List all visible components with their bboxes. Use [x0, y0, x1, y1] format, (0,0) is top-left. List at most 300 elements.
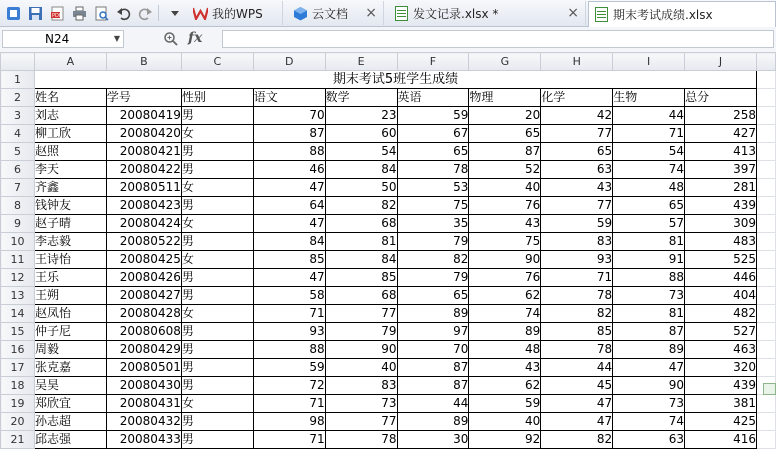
- table-cell[interactable]: 98: [253, 413, 325, 431]
- table-cell[interactable]: 李志毅: [34, 233, 106, 251]
- table-cell[interactable]: 74: [469, 305, 541, 323]
- export-pdf-icon[interactable]: [48, 4, 66, 22]
- header-cell-chemistry[interactable]: 化学: [541, 89, 613, 107]
- empty-cell[interactable]: [756, 287, 775, 305]
- header-cell-chinese[interactable]: 语文: [253, 89, 325, 107]
- table-cell[interactable]: 47: [253, 269, 325, 287]
- table-cell[interactable]: 93: [253, 323, 325, 341]
- header-cell-physics[interactable]: 物理: [469, 89, 541, 107]
- zoom-search-icon[interactable]: [163, 31, 179, 47]
- chevron-down-icon[interactable]: ▼: [113, 34, 120, 43]
- empty-cell[interactable]: [756, 197, 775, 215]
- table-cell[interactable]: 王朔: [34, 287, 106, 305]
- column-header-a[interactable]: A: [34, 53, 106, 71]
- print-preview-icon[interactable]: [92, 4, 110, 22]
- svg-text:PDF: PDF: [51, 12, 62, 19]
- table-cell[interactable]: 81: [613, 305, 685, 323]
- row-header[interactable]: 13: [1, 287, 35, 305]
- table-cell[interactable]: 43: [469, 215, 541, 233]
- table-cell[interactable]: 59: [397, 107, 469, 125]
- table-cell[interactable]: 483: [685, 233, 757, 251]
- table-cell[interactable]: 97: [397, 323, 469, 341]
- row-header[interactable]: 9: [1, 215, 35, 233]
- header-cell-total[interactable]: 总分: [685, 89, 757, 107]
- table-cell[interactable]: 87: [397, 377, 469, 395]
- formula-input[interactable]: [222, 30, 774, 48]
- empty-cell[interactable]: [756, 323, 775, 341]
- empty-cell[interactable]: [756, 215, 775, 233]
- table-cell[interactable]: 35: [397, 215, 469, 233]
- table-cell[interactable]: 20080430: [106, 377, 181, 395]
- column-header-i[interactable]: I: [613, 53, 685, 71]
- table-cell[interactable]: 40: [469, 179, 541, 197]
- spreadsheet-grid: [0, 52, 776, 449]
- table-cell[interactable]: 20080433: [106, 431, 181, 449]
- empty-cell[interactable]: [756, 251, 775, 269]
- table-cell[interactable]: 527: [685, 323, 757, 341]
- table-cell[interactable]: 427: [685, 125, 757, 143]
- row-header[interactable]: 16: [1, 341, 35, 359]
- insert-function-button[interactable]: fx: [188, 30, 203, 46]
- table-cell[interactable]: 男: [181, 197, 253, 215]
- table-cell[interactable]: 73: [613, 287, 685, 305]
- header-row: [1, 89, 776, 107]
- table-cell[interactable]: 74: [613, 161, 685, 179]
- table-cell[interactable]: 90: [469, 251, 541, 269]
- table-cell[interactable]: 男: [181, 269, 253, 287]
- table-cell[interactable]: 309: [685, 215, 757, 233]
- table-row: [1, 413, 776, 431]
- row-header[interactable]: 2: [1, 89, 35, 107]
- more-dropdown-icon[interactable]: [166, 4, 184, 22]
- table-cell[interactable]: 58: [253, 287, 325, 305]
- side-panel-toggle-icon[interactable]: [763, 383, 776, 395]
- table-cell[interactable]: 87: [253, 125, 325, 143]
- table-cell[interactable]: 89: [613, 341, 685, 359]
- table-cell[interactable]: 20080432: [106, 413, 181, 431]
- table-row: [1, 305, 776, 323]
- table-row: [1, 161, 776, 179]
- table-cell[interactable]: 416: [685, 431, 757, 449]
- table-cell[interactable]: 吴昊: [34, 377, 106, 395]
- table-cell[interactable]: 47: [541, 413, 613, 431]
- table-cell[interactable]: 91: [613, 251, 685, 269]
- table-cell[interactable]: 20080420: [106, 125, 181, 143]
- empty-cell[interactable]: [756, 269, 775, 287]
- empty-cell[interactable]: [756, 233, 775, 251]
- row-header[interactable]: 18: [1, 377, 35, 395]
- table-cell[interactable]: 52: [469, 161, 541, 179]
- table-cell[interactable]: 446: [685, 269, 757, 287]
- tab-label: 云文档: [312, 6, 349, 21]
- table-cell[interactable]: 47: [253, 215, 325, 233]
- table-cell[interactable]: 85: [325, 269, 397, 287]
- table-cell[interactable]: 82: [541, 305, 613, 323]
- table-cell[interactable]: 王诗怡: [34, 251, 106, 269]
- table-cell[interactable]: 郑欣宜: [34, 395, 106, 413]
- table-row: [1, 143, 776, 161]
- table-cell[interactable]: 62: [469, 287, 541, 305]
- table-cell[interactable]: 85: [253, 251, 325, 269]
- table-cell[interactable]: 20080522: [106, 233, 181, 251]
- table-cell[interactable]: 63: [613, 431, 685, 449]
- table-cell[interactable]: 72: [253, 377, 325, 395]
- table-cell[interactable]: 40: [469, 413, 541, 431]
- table-cell[interactable]: 20080429: [106, 341, 181, 359]
- table-cell[interactable]: 74: [613, 413, 685, 431]
- save-icon[interactable]: [26, 4, 44, 22]
- table-cell[interactable]: 53: [397, 179, 469, 197]
- wps-logo-icon: [192, 5, 208, 21]
- table-cell[interactable]: 67: [397, 125, 469, 143]
- table-row: [1, 197, 776, 215]
- table-cell[interactable]: 女: [181, 125, 253, 143]
- row-header[interactable]: 1: [1, 71, 35, 89]
- table-cell[interactable]: 78: [325, 431, 397, 449]
- table-cell[interactable]: 23: [325, 107, 397, 125]
- table-cell[interactable]: 柳工欣: [34, 125, 106, 143]
- table-cell[interactable]: 48: [469, 341, 541, 359]
- table-cell[interactable]: 59: [541, 215, 613, 233]
- close-tab-icon[interactable]: ×: [365, 5, 377, 21]
- table-cell[interactable]: 281: [685, 179, 757, 197]
- table-cell[interactable]: 76: [469, 197, 541, 215]
- table-cell[interactable]: 404: [685, 287, 757, 305]
- table-cell[interactable]: 84: [253, 233, 325, 251]
- table-cell[interactable]: 77: [541, 197, 613, 215]
- table-cell[interactable]: 83: [541, 233, 613, 251]
- table-cell[interactable]: 75: [397, 197, 469, 215]
- column-header-f[interactable]: F: [397, 53, 469, 71]
- table-cell[interactable]: 73: [325, 395, 397, 413]
- table-cell[interactable]: 439: [685, 197, 757, 215]
- select-all-corner[interactable]: [1, 53, 35, 71]
- table-cell[interactable]: 88: [613, 269, 685, 287]
- table-cell[interactable]: 82: [397, 251, 469, 269]
- table-cell[interactable]: 20080511: [106, 179, 181, 197]
- table-cell[interactable]: 78: [541, 287, 613, 305]
- table-cell[interactable]: 70: [253, 107, 325, 125]
- table-row: [1, 233, 776, 251]
- table-cell[interactable]: 男: [181, 143, 253, 161]
- header-cell-biology[interactable]: 生物: [613, 89, 685, 107]
- name-box[interactable]: [2, 30, 124, 48]
- table-cell[interactable]: 30: [397, 431, 469, 449]
- table-cell[interactable]: 81: [613, 233, 685, 251]
- table-cell[interactable]: 男: [181, 341, 253, 359]
- close-tab-icon[interactable]: ×: [567, 5, 579, 21]
- table-cell[interactable]: 79: [397, 269, 469, 287]
- table-cell[interactable]: 65: [541, 143, 613, 161]
- table-cell[interactable]: 78: [541, 341, 613, 359]
- empty-cell[interactable]: [756, 431, 775, 449]
- redo-icon[interactable]: [136, 4, 154, 22]
- table-cell[interactable]: 75: [469, 233, 541, 251]
- table-cell[interactable]: 85: [541, 323, 613, 341]
- table-cell[interactable]: 397: [685, 161, 757, 179]
- table-cell[interactable]: 45: [541, 377, 613, 395]
- table-cell[interactable]: 82: [325, 197, 397, 215]
- table-row: [1, 269, 776, 287]
- table-cell[interactable]: 87: [613, 323, 685, 341]
- table-cell[interactable]: 77: [541, 125, 613, 143]
- table-cell[interactable]: 77: [325, 305, 397, 323]
- tab-label: 我的WPS: [212, 6, 263, 21]
- cloud-doc-icon: [292, 5, 308, 21]
- table-cell[interactable]: 20080425: [106, 251, 181, 269]
- table-cell[interactable]: 47: [541, 395, 613, 413]
- table-cell[interactable]: 男: [181, 161, 253, 179]
- table-cell[interactable]: 525: [685, 251, 757, 269]
- table-cell[interactable]: 男: [181, 233, 253, 251]
- app-logo-icon[interactable]: [4, 4, 22, 22]
- table-cell[interactable]: 刘志: [34, 107, 106, 125]
- table-cell[interactable]: 48: [613, 179, 685, 197]
- tab-document-1[interactable]: [389, 1, 586, 25]
- table-cell[interactable]: 女: [181, 305, 253, 323]
- table-cell[interactable]: 76: [469, 269, 541, 287]
- sheet-title-cell[interactable]: 期末考试5班学生成绩: [34, 71, 756, 89]
- empty-cell[interactable]: [756, 305, 775, 323]
- table-cell[interactable]: 258: [685, 107, 757, 125]
- undo-icon[interactable]: [114, 4, 132, 22]
- column-header-k[interactable]: [756, 53, 775, 71]
- table-cell[interactable]: 68: [325, 215, 397, 233]
- row-header[interactable]: 15: [1, 323, 35, 341]
- table-cell[interactable]: 89: [397, 305, 469, 323]
- empty-cell[interactable]: [756, 413, 775, 431]
- row-header[interactable]: 21: [1, 431, 35, 449]
- row-header[interactable]: 6: [1, 161, 35, 179]
- row-header[interactable]: 11: [1, 251, 35, 269]
- table-cell[interactable]: 李天: [34, 161, 106, 179]
- table-row: [1, 359, 776, 377]
- table-cell[interactable]: 男: [181, 431, 253, 449]
- table-cell[interactable]: 439: [685, 377, 757, 395]
- table-cell[interactable]: 70: [397, 341, 469, 359]
- table-cell[interactable]: 71: [613, 125, 685, 143]
- table-cell[interactable]: 20080426: [106, 269, 181, 287]
- table-cell[interactable]: 20080421: [106, 143, 181, 161]
- header-cell-gender[interactable]: 性别: [181, 89, 253, 107]
- tab-label: 期末考试成绩.xlsx: [613, 8, 713, 22]
- table-cell[interactable]: 男: [181, 287, 253, 305]
- table-cell[interactable]: 赵子晴: [34, 215, 106, 233]
- table-cell[interactable]: 63: [541, 161, 613, 179]
- table-cell[interactable]: 89: [397, 413, 469, 431]
- table-cell[interactable]: 65: [397, 143, 469, 161]
- table-cell[interactable]: 57: [613, 215, 685, 233]
- table-cell[interactable]: 20080427: [106, 287, 181, 305]
- table-cell[interactable]: 81: [325, 233, 397, 251]
- header-cell-math[interactable]: 数学: [325, 89, 397, 107]
- row-header[interactable]: 19: [1, 395, 35, 413]
- table-cell[interactable]: 20080428: [106, 305, 181, 323]
- table-cell[interactable]: 周毅: [34, 341, 106, 359]
- table-cell[interactable]: 482: [685, 305, 757, 323]
- table-cell[interactable]: 425: [685, 413, 757, 431]
- empty-cell[interactable]: [756, 125, 775, 143]
- table-cell[interactable]: 齐鑫: [34, 179, 106, 197]
- column-header-d[interactable]: D: [253, 53, 325, 71]
- table-cell[interactable]: 仲子尼: [34, 323, 106, 341]
- table-cell[interactable]: 女: [181, 251, 253, 269]
- table-row: [1, 341, 776, 359]
- table-cell[interactable]: 男: [181, 323, 253, 341]
- row-header[interactable]: 20: [1, 413, 35, 431]
- table-cell[interactable]: 87: [397, 359, 469, 377]
- table-row: [1, 287, 776, 305]
- table-cell[interactable]: 83: [325, 377, 397, 395]
- table-cell[interactable]: 50: [325, 179, 397, 197]
- table-cell[interactable]: 男: [181, 377, 253, 395]
- table-cell[interactable]: 62: [469, 377, 541, 395]
- column-header-c[interactable]: C: [181, 53, 253, 71]
- table-cell[interactable]: 张克嘉: [34, 359, 106, 377]
- table-cell[interactable]: 79: [397, 233, 469, 251]
- table-cell[interactable]: 54: [613, 143, 685, 161]
- table-row: [1, 179, 776, 197]
- table-cell[interactable]: 71: [253, 395, 325, 413]
- row-header[interactable]: 14: [1, 305, 35, 323]
- row-header[interactable]: 8: [1, 197, 35, 215]
- table-row: [1, 251, 776, 269]
- table-cell[interactable]: 65: [469, 125, 541, 143]
- empty-cell[interactable]: [756, 107, 775, 125]
- table-cell[interactable]: 73: [613, 395, 685, 413]
- row-header[interactable]: 10: [1, 233, 35, 251]
- table-cell[interactable]: 59: [253, 359, 325, 377]
- table-cell[interactable]: 87: [469, 143, 541, 161]
- table-cell[interactable]: 79: [325, 323, 397, 341]
- table-cell[interactable]: 463: [685, 341, 757, 359]
- table-cell[interactable]: 92: [469, 431, 541, 449]
- table-cell[interactable]: 46: [253, 161, 325, 179]
- table-cell[interactable]: 女: [181, 179, 253, 197]
- empty-cell[interactable]: [756, 161, 775, 179]
- table-cell[interactable]: 413: [685, 143, 757, 161]
- table-cell[interactable]: 女: [181, 395, 253, 413]
- column-header-b[interactable]: B: [106, 53, 181, 71]
- table-cell[interactable]: 20080608: [106, 323, 181, 341]
- tab-document-active[interactable]: [588, 1, 776, 27]
- header-cell-name[interactable]: 姓名: [34, 89, 106, 107]
- table-cell[interactable]: 20: [469, 107, 541, 125]
- table-cell[interactable]: 60: [325, 125, 397, 143]
- table-cell[interactable]: 邱志强: [34, 431, 106, 449]
- table-cell[interactable]: 65: [397, 287, 469, 305]
- table-cell[interactable]: 71: [253, 305, 325, 323]
- table-cell[interactable]: 47: [253, 179, 325, 197]
- row-header[interactable]: 17: [1, 359, 35, 377]
- table-cell[interactable]: 84: [325, 251, 397, 269]
- table-cell[interactable]: 89: [469, 323, 541, 341]
- table-cell[interactable]: 20080431: [106, 395, 181, 413]
- row-header[interactable]: 12: [1, 269, 35, 287]
- row-header[interactable]: 5: [1, 143, 35, 161]
- column-header-row: [1, 53, 776, 71]
- table-cell[interactable]: 82: [541, 431, 613, 449]
- name-box-value: N24: [45, 32, 70, 46]
- table-cell[interactable]: 84: [325, 161, 397, 179]
- table-cell[interactable]: 20080501: [106, 359, 181, 377]
- table-cell[interactable]: 20080422: [106, 161, 181, 179]
- table-cell[interactable]: 20080423: [106, 197, 181, 215]
- table-cell[interactable]: 男: [181, 107, 253, 125]
- column-header-j[interactable]: J: [685, 53, 757, 71]
- column-header-e[interactable]: E: [325, 53, 397, 71]
- table-cell[interactable]: 64: [253, 197, 325, 215]
- table-cell[interactable]: 65: [613, 197, 685, 215]
- table-cell[interactable]: 女: [181, 215, 253, 233]
- empty-cell[interactable]: [756, 71, 775, 89]
- row-header[interactable]: 3: [1, 107, 35, 125]
- table-cell[interactable]: 71: [253, 431, 325, 449]
- table-cell[interactable]: 20080419: [106, 107, 181, 125]
- table-cell[interactable]: 88: [253, 143, 325, 161]
- table-cell[interactable]: 90: [325, 341, 397, 359]
- tab-my-wps[interactable]: [188, 1, 283, 25]
- table-row: [1, 323, 776, 341]
- column-header-g[interactable]: G: [469, 53, 541, 71]
- table-cell[interactable]: 20080424: [106, 215, 181, 233]
- tab-cloud-docs[interactable]: [288, 1, 384, 25]
- table-cell[interactable]: 47: [613, 359, 685, 377]
- table-cell[interactable]: 71: [541, 269, 613, 287]
- column-header-h[interactable]: H: [541, 53, 613, 71]
- table-cell[interactable]: 40: [325, 359, 397, 377]
- row-header[interactable]: 7: [1, 179, 35, 197]
- table-cell[interactable]: 320: [685, 359, 757, 377]
- spreadsheet-file-icon: [593, 7, 609, 23]
- table-cell[interactable]: 44: [613, 107, 685, 125]
- row-header[interactable]: 4: [1, 125, 35, 143]
- table-cell[interactable]: 孙志超: [34, 413, 106, 431]
- table-cell[interactable]: 77: [325, 413, 397, 431]
- empty-cell[interactable]: [756, 341, 775, 359]
- table-cell[interactable]: 90: [613, 377, 685, 395]
- table-cell[interactable]: 59: [469, 395, 541, 413]
- table-cell[interactable]: 43: [469, 359, 541, 377]
- table-cell[interactable]: 赵凤怡: [34, 305, 106, 323]
- table-cell[interactable]: 男: [181, 359, 253, 377]
- table-cell[interactable]: 钱钟友: [34, 197, 106, 215]
- table-cell[interactable]: 44: [541, 359, 613, 377]
- empty-cell[interactable]: [756, 359, 775, 377]
- table-row: [1, 431, 776, 449]
- empty-cell[interactable]: [756, 143, 775, 161]
- empty-cell[interactable]: [756, 89, 775, 107]
- table-cell[interactable]: 68: [325, 287, 397, 305]
- table-cell[interactable]: 93: [541, 251, 613, 269]
- header-cell-english[interactable]: 英语: [397, 89, 469, 107]
- table-cell[interactable]: 44: [397, 395, 469, 413]
- table-cell[interactable]: 43: [541, 179, 613, 197]
- table-cell[interactable]: 王乐: [34, 269, 106, 287]
- table-cell[interactable]: 42: [541, 107, 613, 125]
- table-cell[interactable]: 78: [397, 161, 469, 179]
- table-cell[interactable]: 男: [181, 413, 253, 431]
- print-icon[interactable]: [70, 4, 88, 22]
- header-cell-student-id[interactable]: 学号: [106, 89, 181, 107]
- table-cell[interactable]: 88: [253, 341, 325, 359]
- empty-cell[interactable]: [756, 395, 775, 413]
- table-cell[interactable]: 381: [685, 395, 757, 413]
- table-cell[interactable]: 赵照: [34, 143, 106, 161]
- tab-label: 发文记录.xlsx *: [413, 6, 499, 21]
- empty-cell[interactable]: [756, 179, 775, 197]
- table-cell[interactable]: 54: [325, 143, 397, 161]
